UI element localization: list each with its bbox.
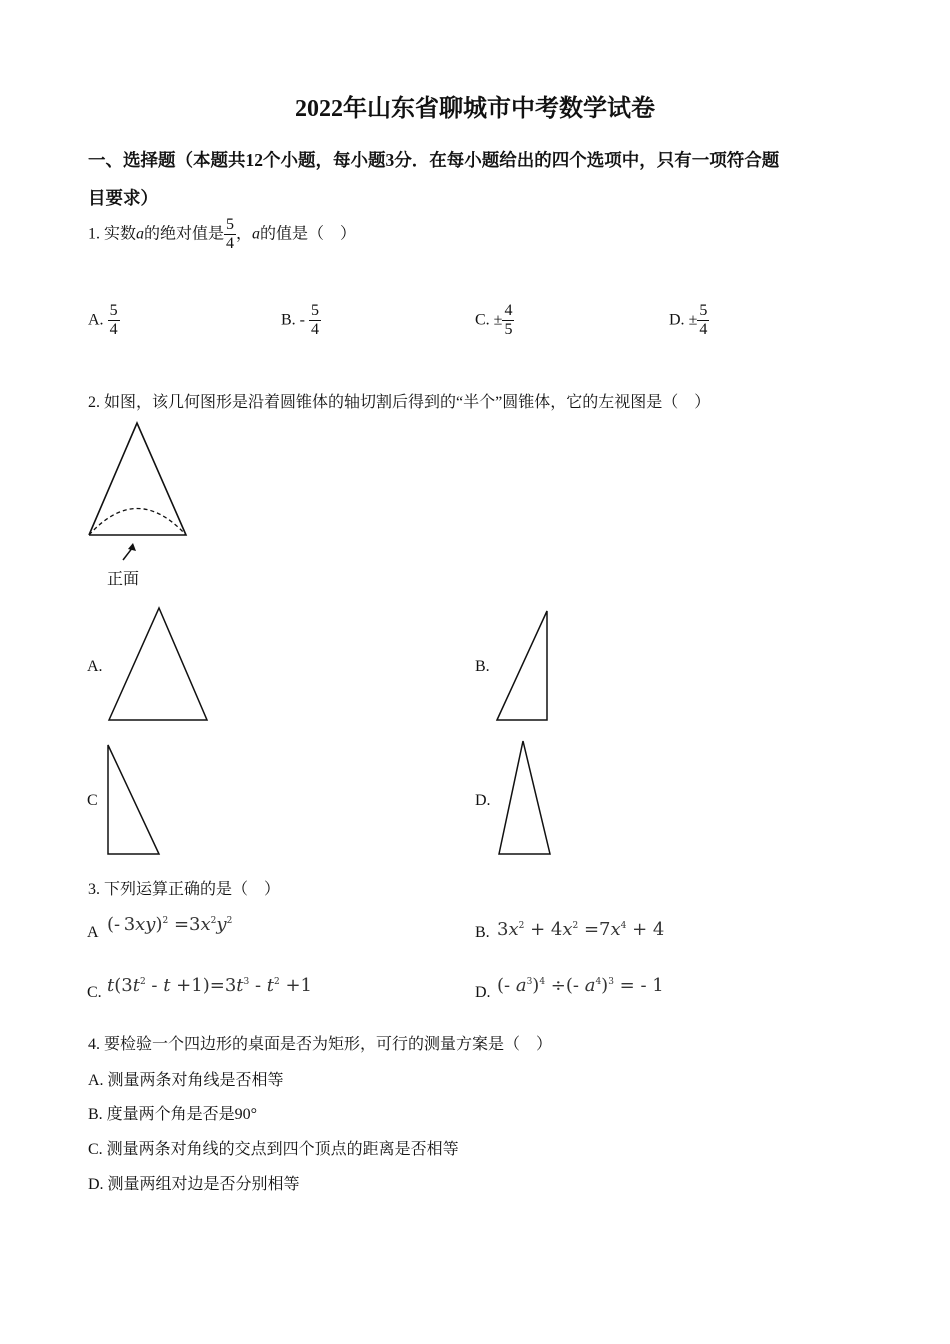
q1-var2: a	[252, 225, 261, 243]
q2-option-a-triangle	[108, 606, 210, 722]
option-label: B.	[281, 311, 296, 329]
front-label: 正面	[107, 569, 140, 588]
q3-option-c-label[interactable]: C.	[87, 984, 102, 1001]
option-sign: ±	[493, 311, 503, 329]
frac-num: 5	[309, 302, 321, 321]
page-title: 2022年山东省聊城市中考数学试卷	[295, 96, 655, 122]
option-fraction	[697, 302, 709, 340]
q1-option-a[interactable]	[88, 302, 120, 340]
q3-option-d-expr: (- $a^3)^4$ ÷(- $a^4)^3$ = - 1	[497, 975, 664, 996]
section-heading-line2: 目要求）	[88, 188, 158, 208]
half-cone-figure	[85, 420, 195, 560]
q4-option-d[interactable]: D. 测量两组对边是否分别相等	[88, 1176, 300, 1193]
section-heading-line1: 一、选择题（本题共12个小题，每小题3分．在每小题给出的四个选项中，只有一项符合题	[88, 150, 780, 170]
question-3: 3. 下列运算正确的是（ ）	[88, 881, 281, 898]
frac-den: 4	[699, 321, 708, 339]
question-4: 4. 要检验一个四边形的桌面是否为矩形，可行的测量方案是（ ）	[88, 1036, 553, 1053]
q3-option-b-label[interactable]: B.	[475, 924, 490, 941]
q1-comma: ，	[236, 225, 253, 243]
option-sign: -	[299, 311, 305, 329]
q1-frac-num: 5	[224, 216, 236, 235]
q3-option-b-expr: $3x^2 + 4x^2 =7x^4 + 4$	[497, 919, 665, 940]
frac-den: 5	[504, 321, 513, 339]
frac-num: 5	[108, 302, 120, 321]
option-fraction	[502, 302, 514, 340]
q3-option-a-expr: (- $3xy)^2 =3x^2y^2$	[107, 914, 233, 935]
q1-option-c[interactable]	[475, 302, 514, 340]
q1-option-b[interactable]	[281, 302, 321, 340]
q3-option-d-label[interactable]: D.	[475, 984, 491, 1001]
option-label: C.	[475, 311, 490, 329]
q2-option-c-triangle	[106, 743, 162, 856]
q1-var: a	[136, 225, 145, 243]
q1-post: 的值是（ ）	[260, 225, 357, 243]
q2-option-d-label[interactable]: D.	[475, 792, 491, 809]
q1-pre: 1. 实数	[88, 225, 137, 243]
question-2: 2. 如图，该几何图形是沿着圆锥体的轴切割后得到的“半个”圆锥体，它的左视图是（ ）	[88, 394, 711, 411]
q1-option-d[interactable]	[669, 302, 709, 340]
option-label: D.	[669, 311, 685, 329]
option-label: A.	[88, 311, 104, 329]
frac-den: 4	[311, 321, 319, 339]
q2-option-c-label[interactable]: C	[87, 792, 98, 809]
q4-option-a[interactable]: A. 测量两条对角线是否相等	[88, 1072, 284, 1089]
q4-option-c[interactable]: C. 测量两条对角线的交点到四个顶点的距离是否相等	[88, 1141, 459, 1158]
q2-option-b-triangle	[496, 609, 551, 722]
option-sign: ±	[688, 311, 698, 329]
frac-num: 5	[697, 302, 709, 321]
q2-option-d-triangle	[497, 739, 554, 856]
q1-fraction	[224, 216, 236, 254]
q3-option-c-expr: $t(3t^2 - t +1)=3t^3 - t^2 +1$	[107, 975, 312, 996]
q2-option-a-label[interactable]: A.	[87, 658, 103, 675]
frac-num: 4	[502, 302, 514, 321]
question-1	[88, 216, 356, 254]
q2-option-b-label[interactable]: B.	[475, 658, 490, 675]
option-fraction	[309, 302, 321, 340]
q1-frac-den: 4	[226, 235, 235, 253]
option-fraction	[108, 302, 120, 340]
q3-option-a-label[interactable]: A	[87, 924, 99, 941]
q1-mid: 的绝对值是	[144, 225, 225, 243]
q4-option-b[interactable]: B. 度量两个角是否是90°	[88, 1106, 258, 1123]
frac-den: 4	[109, 321, 118, 339]
